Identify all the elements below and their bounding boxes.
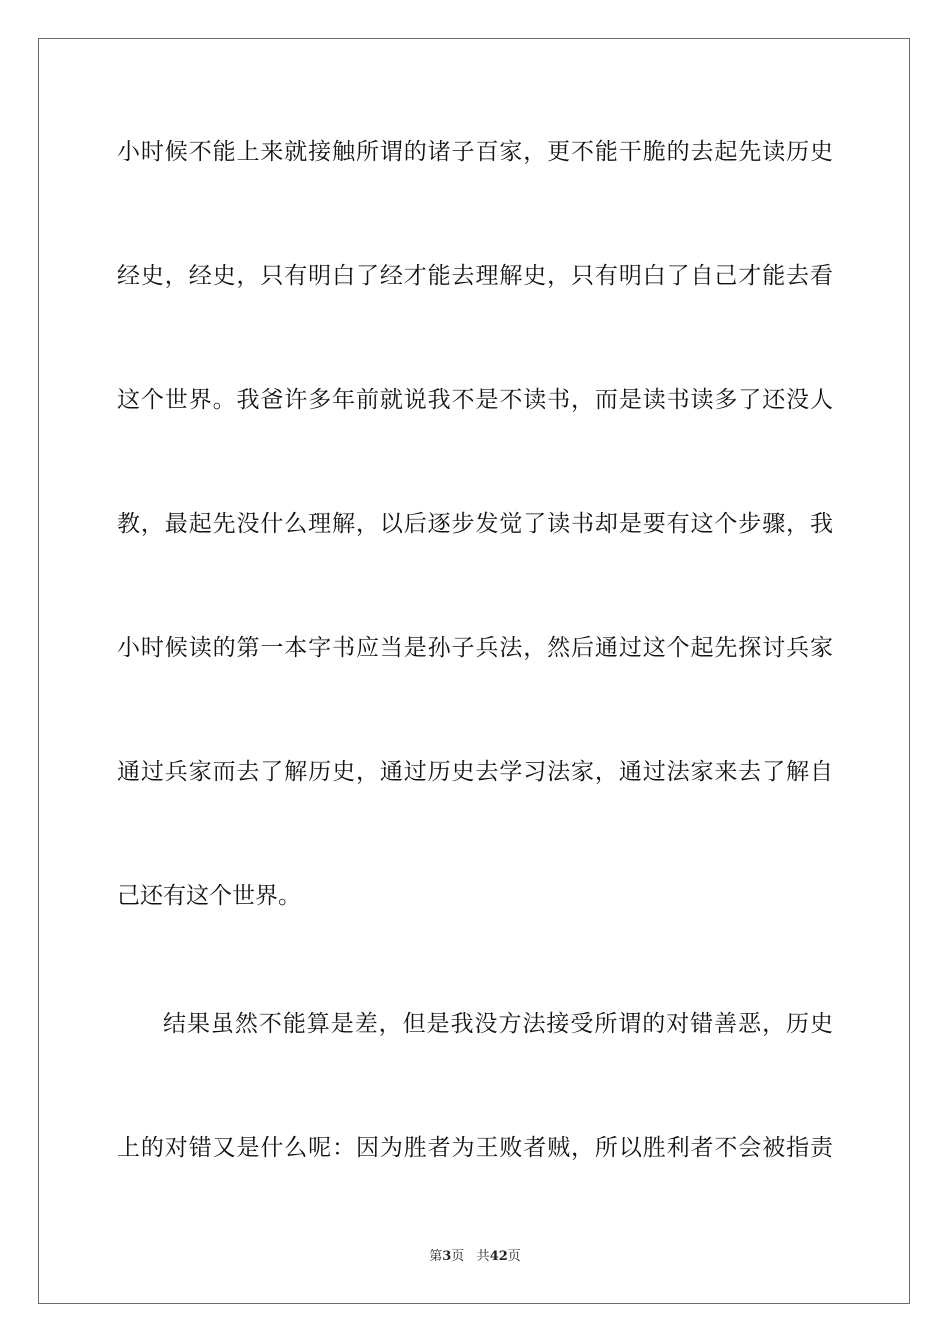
page-footer — [0, 1245, 950, 1264]
page-border — [38, 38, 910, 1304]
body-line-9: 上的对错又是什么呢：因为胜者为王败者贼，所以胜利者不会被指责 — [117, 1135, 833, 1161]
footer-page-suffix: 页 — [451, 1249, 465, 1264]
footer-total-prefix: 共 — [476, 1249, 490, 1264]
body-line-3: 这个世界。我爸许多年前就说我不是不读书，而是读书读多了还没人 — [117, 387, 833, 413]
body-line-4: 教，最起先没什么理解，以后逐步发觉了读书却是要有这个步骤，我 — [117, 511, 833, 537]
body-line-8: 结果虽然不能算是差，但是我没方法接受所谓的对错善恶，历史 — [163, 1011, 833, 1037]
body-line-7: 己还有这个世界。 — [117, 883, 301, 909]
footer-total-pages: 42 — [489, 1249, 508, 1264]
body-line-5: 小时候读的第一本字书应当是孙子兵法，然后通过这个起先探讨兵家 — [117, 635, 833, 661]
body-line-6: 通过兵家而去了解历史，通过历史去学习法家，通过法家来去了解自 — [117, 759, 833, 785]
footer-page-prefix: 第 — [429, 1249, 443, 1264]
footer-page-number: 3 — [442, 1249, 452, 1264]
body-line-2: 经史，经史，只有明白了经才能去理解史，只有明白了自己才能去看 — [117, 263, 833, 289]
footer-total-suffix: 页 — [507, 1249, 521, 1264]
body-line-1: 小时候不能上来就接触所谓的诸子百家，更不能干脆的去起先读历史 — [117, 139, 833, 165]
